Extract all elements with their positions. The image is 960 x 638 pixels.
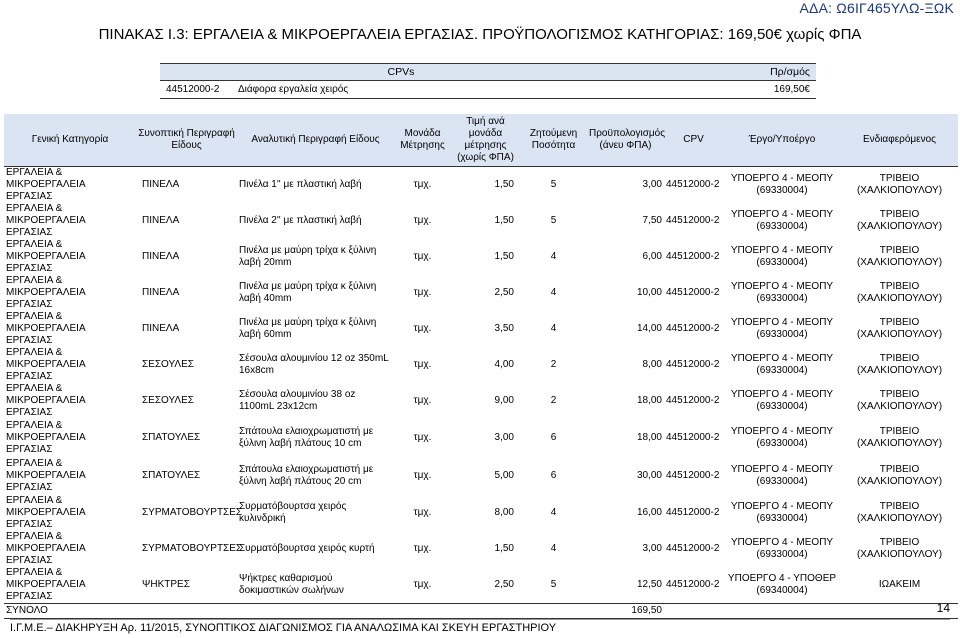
cell-unit: τμχ.	[413, 579, 432, 590]
cell-cpv: 44512000-2	[666, 251, 720, 262]
cell-category: ΕΡΓΑΛΕΙΑ & ΜΙΚΡΟΕΡΓΑΛΕΙΑ ΕΡΓΑΣΙΑΣ	[6, 347, 86, 382]
cell-short: ΠΙΝΕΛΑ	[142, 215, 180, 226]
cell-description: Συρματόβουρτσα χειρός κυλινδρική	[239, 501, 347, 524]
footer-divider	[10, 619, 950, 620]
cell-contact: ΤΡΙΒΕΙΟ (ΧΑΛΚΙΟΠΟΥΛΟΥ)	[856, 281, 943, 304]
header-quantity: Ζητούμενη Ποσότητα	[520, 114, 587, 167]
cell-budget: 7,50	[642, 215, 662, 226]
cell-quantity: 5	[550, 579, 557, 590]
cell-short: ΣΕΣΟΥΛΕΣ	[142, 395, 194, 406]
cell-quantity: 6	[550, 470, 557, 481]
cell-budget: 8,00	[642, 359, 662, 370]
cell-description: Σπάτουλα ελαιοχρωματιστή με ξύλινη λαβή πλάτους 10 cm	[239, 426, 374, 449]
cell-budget: 16,00	[636, 507, 662, 518]
cpv-summary-table	[160, 63, 816, 99]
cell-project: ΥΠΟΕΡΓΟ 4 - ΜΕΟΠΥ (69330004)	[730, 245, 834, 268]
cell-contact: ΤΡΙΒΕΙΟ (ΧΑΛΚΙΟΠΟΥΛΟΥ)	[856, 209, 943, 232]
total-label: ΣΥΝΟΛΟ	[4, 604, 587, 619]
table-row	[4, 203, 958, 239]
header-project: Έργο/Υποέργο	[723, 114, 841, 167]
cell-project: ΥΠΟΕΡΓΟ 4 - ΜΕΟΠΥ (69330004)	[730, 317, 834, 340]
cell-budget: 18,00	[636, 432, 662, 443]
cell-short: ΠΙΝΕΛΑ	[142, 251, 180, 262]
cell-price: 1,50	[494, 179, 514, 190]
cell-project: ΥΠΟΕΡΓΟ 4 - ΜΕΟΠΥ (69330004)	[730, 281, 834, 304]
cpv-description: Διάφορα εργαλεία χειρός	[232, 81, 642, 99]
cell-unit: τμχ.	[413, 323, 432, 334]
cell-description: Πινέλα 1'' με πλαστική λαβή	[239, 179, 362, 190]
cell-project: ΥΠΟΕΡΓΟ 4 - ΜΕΟΠΥ (69330004)	[730, 426, 834, 449]
cell-price: 4,00	[494, 359, 514, 370]
cell-contact: ΤΡΙΒΕΙΟ (ΧΑΛΚΙΟΠΟΥΛΟΥ)	[856, 245, 943, 268]
cell-cpv: 44512000-2	[666, 395, 720, 406]
cell-category: ΕΡΓΑΛΕΙΑ & ΜΙΚΡΟΕΡΓΑΛΕΙΑ ΕΡΓΑΣΙΑΣ	[6, 203, 86, 238]
cell-contact: ΤΡΙΒΕΙΟ (ΧΑΛΚΙΟΠΟΥΛΟΥ)	[856, 426, 943, 449]
cell-short: ΠΙΝΕΛΑ	[142, 287, 180, 298]
cell-budget: 3,00	[642, 179, 662, 190]
cell-unit: τμχ.	[413, 507, 432, 518]
table-row	[4, 311, 958, 347]
table-header-row	[4, 114, 958, 167]
cell-quantity: 4	[550, 323, 557, 334]
cell-unit: τμχ.	[413, 395, 432, 406]
footer-text: Ι.Γ.Μ.Ε.– ΔΙΑΚΗΡΥΞΗ Αρ. 11/2015, ΣΥΝΟΠΤΙΚΟΣ ΔΙΑΓΩΝΙΣΜΟΣ ΓΙΑ ΑΝΑΛΩΣΙΜΑ ΚΑΙ ΣΚΕΥΗ ΕΡΓΑΣΤΗΡΙΟΥ	[10, 622, 557, 634]
cpv-code: 44512000-2	[160, 81, 232, 99]
cell-cpv: 44512000-2	[666, 579, 720, 590]
cell-unit: τμχ.	[413, 179, 432, 190]
cell-description: Σπάτουλα ελαιοχρωματιστή με ξύλινη λαβή πλάτους 20 cm	[239, 464, 374, 487]
table-row	[4, 495, 958, 531]
cell-project: ΥΠΟΕΡΓΟ 4 - ΜΕΟΠΥ (69330004)	[730, 389, 834, 412]
header-unit: Μονάδα Μέτρησης	[394, 114, 451, 167]
cell-price: 1,50	[494, 215, 514, 226]
cpv-header: CPVs	[160, 64, 642, 81]
cell-contact: ΤΡΙΒΕΙΟ (ΧΑΛΚΙΟΠΟΥΛΟΥ)	[856, 173, 943, 196]
table-row	[4, 275, 958, 311]
items-table	[4, 114, 958, 619]
cell-description: Πινέλα με μαύρη τρίχα κ ξύλινη λαβή 60mm	[239, 317, 377, 340]
cell-contact: ΤΡΙΒΕΙΟ (ΧΑΛΚΙΟΠΟΥΛΟΥ)	[856, 501, 943, 524]
cell-quantity: 4	[550, 251, 557, 262]
header-short-description: Συνοπτική Περιγραφή Είδους	[136, 114, 237, 167]
cell-short: ΣΥΡΜΑΤΟΒΟΥΡΤΣΕΣ	[142, 543, 243, 554]
cell-price: 9,00	[494, 395, 514, 406]
cell-category: ΕΡΓΑΛΕΙΑ & ΜΙΚΡΟΕΡΓΑΛΕΙΑ ΕΡΓΑΣΙΑΣ	[6, 239, 86, 274]
cell-category: ΕΡΓΑΛΕΙΑ & ΜΙΚΡΟΕΡΓΑΛΕΙΑ ΕΡΓΑΣΙΑΣ	[6, 567, 86, 602]
cell-unit: τμχ.	[413, 543, 432, 554]
cell-unit: τμχ.	[413, 432, 432, 443]
cell-budget: 10,00	[636, 287, 662, 298]
cell-short: ΣΠΑΤΟΥΛΕΣ	[142, 470, 201, 481]
total-row	[4, 604, 958, 619]
cell-category: ΕΡΓΑΛΕΙΑ & ΜΙΚΡΟΕΡΓΑΛΕΙΑ ΕΡΓΑΣΙΑΣ	[6, 531, 86, 566]
cell-cpv: 44512000-2	[666, 215, 720, 226]
cell-budget: 14,00	[636, 323, 662, 334]
cell-budget: 6,00	[642, 251, 662, 262]
cell-price: 2,50	[494, 579, 514, 590]
cell-price: 1,50	[494, 543, 514, 554]
cell-description: Πινέλα με μαύρη τρίχα κ ξύλινη λαβή 20mm	[239, 245, 377, 268]
cell-short: ΣΕΣΟΥΛΕΣ	[142, 359, 194, 370]
cell-category: ΕΡΓΑΛΕΙΑ & ΜΙΚΡΟΕΡΓΑΛΕΙΑ ΕΡΓΑΣΙΑΣ	[6, 420, 86, 455]
cell-quantity: 2	[550, 395, 557, 406]
cell-project: ΥΠΟΕΡΓΟ 4 - ΜΕΟΠΥ (69330004)	[730, 537, 834, 560]
cell-price: 3,50	[494, 323, 514, 334]
cell-quantity: 2	[550, 359, 557, 370]
table-row	[4, 419, 958, 457]
table-row	[4, 239, 958, 275]
cell-cpv: 44512000-2	[666, 507, 720, 518]
cpv-summary-row	[160, 81, 816, 99]
cell-price: 2,50	[494, 287, 514, 298]
cell-project: ΥΠΟΕΡΓΟ 4 - ΜΕΟΠΥ (69330004)	[730, 464, 834, 487]
table-row	[4, 567, 958, 604]
cell-project: ΥΠΟΕΡΓΟ 4 - ΜΕΟΠΥ (69330004)	[730, 353, 834, 376]
cell-unit: τμχ.	[413, 251, 432, 262]
cell-unit: τμχ.	[413, 287, 432, 298]
cell-description: Συρματόβουρτσα χειρός κυρτή	[239, 543, 375, 554]
cell-cpv: 44512000-2	[666, 287, 720, 298]
header-category: Γενική Κατηγορία	[4, 114, 136, 167]
amount-header: Πρ/σμός	[642, 64, 816, 81]
cell-category: ΕΡΓΑΛΕΙΑ & ΜΙΚΡΟΕΡΓΑΛΕΙΑ ΕΡΓΑΣΙΑΣ	[6, 383, 86, 418]
cell-budget: 18,00	[636, 395, 662, 406]
cell-project: ΥΠΟΕΡΓΟ 4 - ΜΕΟΠΥ (69330004)	[730, 209, 834, 232]
cell-contact: ΤΡΙΒΕΙΟ (ΧΑΛΚΙΟΠΟΥΛΟΥ)	[856, 464, 943, 487]
cell-contact: ΤΡΙΒΕΙΟ (ΧΑΛΚΙΟΠΟΥΛΟΥ)	[856, 537, 943, 560]
cell-price: 5,00	[494, 470, 514, 481]
cell-budget: 12,50	[636, 579, 662, 590]
cell-category: ΕΡΓΑΛΕΙΑ & ΜΙΚΡΟΕΡΓΑΛΕΙΑ ΕΡΓΑΣΙΑΣ	[6, 167, 86, 202]
page-number: 14	[936, 601, 950, 615]
cell-price: 3,00	[494, 432, 514, 443]
cell-contact: ΤΡΙΒΕΙΟ (ΧΑΛΚΙΟΠΟΥΛΟΥ)	[856, 389, 943, 412]
cell-budget: 30,00	[636, 470, 662, 481]
cell-budget: 3,00	[642, 543, 662, 554]
table-row	[4, 167, 958, 204]
cell-quantity: 4	[550, 507, 557, 518]
cell-short: ΠΙΝΕΛΑ	[142, 179, 180, 190]
header-unit-price: Τιμή ανά μονάδα μέτρησης (χωρίς ΦΠΑ)	[451, 114, 520, 167]
table-row	[4, 383, 958, 419]
cpv-amount: 169,50€	[642, 81, 816, 99]
cell-category: ΕΡΓΑΛΕΙΑ & ΜΙΚΡΟΕΡΓΑΛΕΙΑ ΕΡΓΑΣΙΑΣ	[6, 311, 86, 346]
cell-quantity: 5	[550, 179, 557, 190]
cell-unit: τμχ.	[413, 359, 432, 370]
table-row	[4, 457, 958, 495]
cell-contact: ΙΩΑΚΕΙΜ	[878, 579, 921, 590]
cell-quantity: 4	[550, 543, 557, 554]
cell-cpv: 44512000-2	[666, 432, 720, 443]
cell-cpv: 44512000-2	[666, 543, 720, 554]
total-amount: 169,50	[587, 604, 664, 619]
cell-cpv: 44512000-2	[666, 323, 720, 334]
cell-description: Πινέλα 2'' με πλαστική λαβή	[239, 215, 362, 226]
cell-quantity: 4	[550, 287, 557, 298]
cell-quantity: 5	[550, 215, 557, 226]
cell-description: Σέσουλα αλουμινίου 12 oz 350mL 16x8cm	[239, 353, 389, 376]
cell-cpv: 44512000-2	[666, 179, 720, 190]
header-budget: Προϋπολογισμός (άνευ ΦΠΑ)	[587, 114, 664, 167]
table-row	[4, 347, 958, 383]
cell-description: Σέσουλα αλουμινίου 38 oz 1100mL 23x12cm	[239, 389, 356, 412]
cell-contact: ΤΡΙΒΕΙΟ (ΧΑΛΚΙΟΠΟΥΛΟΥ)	[856, 317, 943, 340]
header-detailed-description: Αναλυτική Περιγραφή Είδους	[237, 114, 394, 167]
cell-project: ΥΠΟΕΡΓΟ 4 - ΜΕΟΠΥ (69330004)	[730, 501, 834, 524]
cell-category: ΕΡΓΑΛΕΙΑ & ΜΙΚΡΟΕΡΓΑΛΕΙΑ ΕΡΓΑΣΙΑΣ	[6, 458, 86, 493]
header-contact: Ενδιαφερόμενος	[841, 114, 958, 167]
cell-short: ΨΗΚΤΡΕΣ	[142, 579, 190, 590]
ada-code: ΑΔΑ: Ω6ΙΓ465ΥΛΩ-ΞΩΚ	[799, 0, 954, 16]
cell-project: ΥΠΟΕΡΓΟ 4 - ΜΕΟΠΥ (69330004)	[730, 173, 834, 196]
cell-unit: τμχ.	[413, 215, 432, 226]
cell-quantity: 6	[550, 432, 557, 443]
cell-short: ΣΥΡΜΑΤΟΒΟΥΡΤΣΕΣ	[142, 507, 243, 518]
cell-cpv: 44512000-2	[666, 470, 720, 481]
cell-description: Πινέλα με μαύρη τρίχα κ ξύλινη λαβή 40mm	[239, 281, 377, 304]
cell-price: 8,00	[494, 507, 514, 518]
cell-price: 1,50	[494, 251, 514, 262]
cell-description: Ψήκτρες καθαρισμού δοκιμαστικών σωλήνων	[239, 573, 344, 596]
cell-contact: ΤΡΙΒΕΙΟ (ΧΑΛΚΙΟΠΟΥΛΟΥ)	[856, 353, 943, 376]
page-title: ΠΙΝΑΚΑΣ Ι.3: ΕΡΓΑΛΕΙΑ & ΜΙΚΡΟΕΡΓΑΛΕΙΑ ΕΡΓΑΣΙΑΣ. ΠΡΟΫΠΟΛΟΓΙΣΜΟΣ ΚΑΤΗΓΟΡΙΑΣ: 169,50€ χωρίς ΦΠΑ	[98, 26, 862, 43]
cell-category: ΕΡΓΑΛΕΙΑ & ΜΙΚΡΟΕΡΓΑΛΕΙΑ ΕΡΓΑΣΙΑΣ	[6, 495, 86, 530]
cell-unit: τμχ.	[413, 470, 432, 481]
cell-cpv: 44512000-2	[666, 359, 720, 370]
cell-short: ΠΙΝΕΛΑ	[142, 323, 180, 334]
cell-category: ΕΡΓΑΛΕΙΑ & ΜΙΚΡΟΕΡΓΑΛΕΙΑ ΕΡΓΑΣΙΑΣ	[6, 275, 86, 310]
cell-project: ΥΠΟΕΡΓΟ 4 - ΥΠΟΘΕΡ (69340004)	[727, 573, 837, 596]
cell-short: ΣΠΑΤΟΥΛΕΣ	[142, 432, 201, 443]
header-cpv: CPV	[664, 114, 723, 167]
table-row	[4, 531, 958, 567]
